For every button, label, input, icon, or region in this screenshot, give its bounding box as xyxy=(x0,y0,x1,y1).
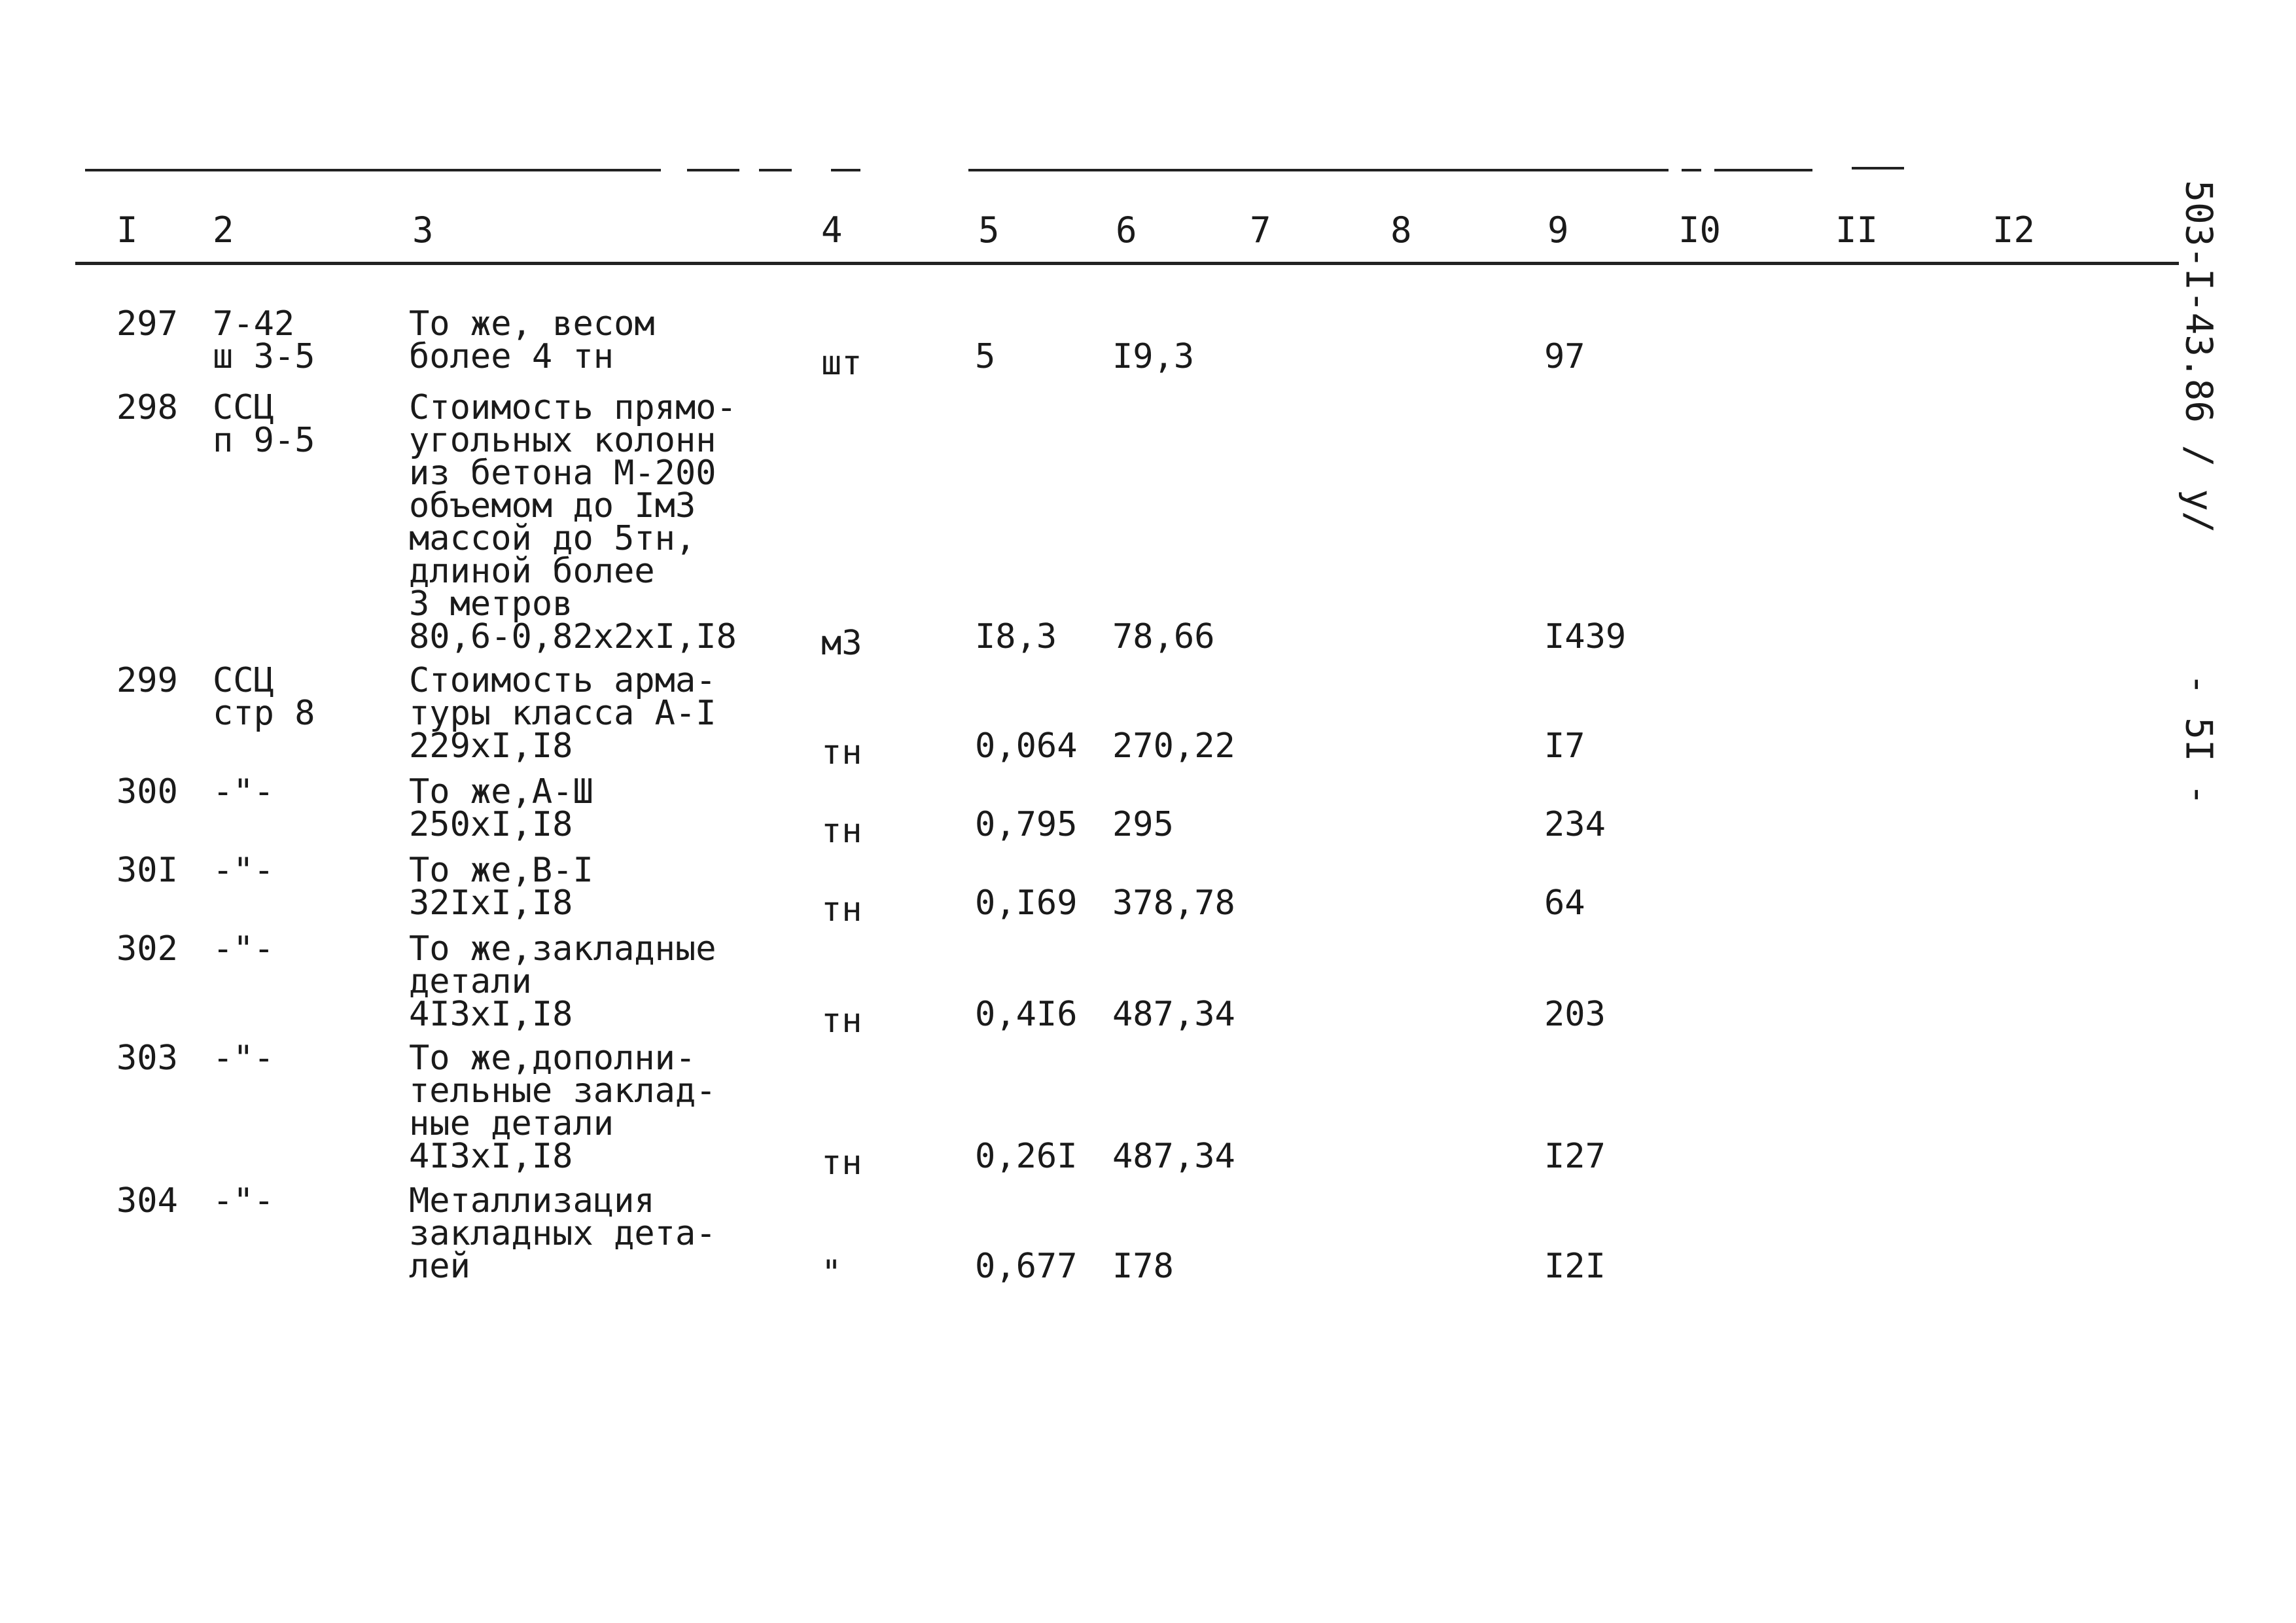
column-header-2: 2 xyxy=(213,209,234,251)
row-unit: м3 xyxy=(821,624,862,663)
row-number: 30I xyxy=(116,851,178,890)
row-unit-price: 78,66 xyxy=(1112,617,1215,656)
row-number: 303 xyxy=(116,1039,178,1078)
row-quantity: I8,3 xyxy=(975,617,1057,656)
row-code-line: п 9-5 xyxy=(213,421,315,460)
column-header-8: 8 xyxy=(1390,209,1412,251)
top-rule xyxy=(1852,167,1904,169)
top-rule xyxy=(687,169,739,171)
row-total: I27 xyxy=(1544,1137,1606,1176)
row-code-line: ССЦ xyxy=(213,661,274,700)
row-unit-price: I78 xyxy=(1112,1247,1174,1286)
row-description xyxy=(409,661,716,766)
top-rule xyxy=(759,169,792,171)
row-unit-price: I9,3 xyxy=(1112,337,1195,376)
row-description-line: ные детали xyxy=(409,1104,614,1143)
row-description-line: туры класса А-I xyxy=(409,694,716,733)
row-description-line: угольных колонн xyxy=(409,421,716,460)
row-description-line: массой до 5тн, xyxy=(409,519,696,558)
row-description-line: 250хI,I8 xyxy=(409,805,573,844)
row-code xyxy=(213,1039,274,1078)
row-description xyxy=(409,1181,716,1286)
row-code-line: 7-42 xyxy=(213,304,295,344)
column-header-1: I xyxy=(116,209,138,251)
row-description-line: из бетона М-200 xyxy=(409,454,716,493)
column-header-11: II xyxy=(1835,209,1879,251)
row-description-line: более 4 тн xyxy=(409,337,614,376)
row-code xyxy=(213,929,274,969)
page-number xyxy=(2166,668,2231,812)
column-header-6: 6 xyxy=(1116,209,1137,251)
row-unit: " xyxy=(821,1253,842,1293)
top-rule xyxy=(85,169,661,171)
row-number: 298 xyxy=(116,388,178,427)
column-header-10: I0 xyxy=(1678,209,1722,251)
column-header-3: 3 xyxy=(412,209,434,251)
row-description-line: То же,А-Ш xyxy=(409,772,593,812)
row-description-line: тельные заклад- xyxy=(409,1071,716,1111)
row-description xyxy=(409,388,737,656)
row-description-line: 4I3хI,I8 xyxy=(409,1137,573,1176)
row-unit: тн xyxy=(821,1143,862,1183)
row-description-line: Стоимость прямо- xyxy=(409,388,737,427)
row-description-line: объемом до Iм3 xyxy=(409,486,696,526)
row-description-line: 3 метров xyxy=(409,584,573,624)
row-description xyxy=(409,772,593,844)
row-code-line: стр 8 xyxy=(213,694,315,733)
row-code-line: -"- xyxy=(213,1181,274,1221)
row-unit: тн xyxy=(821,733,862,772)
page-number-text: - 5I - xyxy=(2177,673,2220,806)
row-total: 234 xyxy=(1544,805,1606,844)
column-header-4: 4 xyxy=(821,209,843,251)
row-description-line: 4I3хI,I8 xyxy=(409,995,573,1034)
top-rule xyxy=(1682,169,1701,171)
row-code xyxy=(213,304,315,376)
row-quantity: 0,26I xyxy=(975,1137,1078,1176)
row-unit: тн xyxy=(821,890,862,929)
header-rule xyxy=(75,262,2179,265)
row-description xyxy=(409,1039,716,1176)
row-unit-price: 378,78 xyxy=(1112,883,1235,923)
row-total: 64 xyxy=(1544,883,1585,923)
row-code-line: -"- xyxy=(213,772,274,812)
top-rule xyxy=(1734,169,1812,171)
row-quantity: 0,064 xyxy=(975,726,1078,766)
row-total: I2I xyxy=(1544,1247,1606,1286)
row-description-line: 32IхI,I8 xyxy=(409,883,573,923)
row-description-line: Металлизация xyxy=(409,1181,655,1221)
row-code-line: ш 3-5 xyxy=(213,337,315,376)
top-rule xyxy=(968,169,1669,171)
row-code-line: ССЦ xyxy=(213,388,274,427)
row-code xyxy=(213,1181,274,1221)
row-code-line: -"- xyxy=(213,1039,274,1078)
row-quantity: 5 xyxy=(975,337,996,376)
row-description-line: закладных дета- xyxy=(409,1214,716,1253)
row-description-line: 80,6-0,82х2хI,I8 xyxy=(409,617,737,656)
row-description-line: То же, весом xyxy=(409,304,655,344)
document-code xyxy=(2166,173,2231,540)
row-code-line: -"- xyxy=(213,929,274,969)
row-description-line: лей xyxy=(409,1247,470,1286)
row-description-line: длиной более xyxy=(409,552,655,591)
column-header-7: 7 xyxy=(1250,209,1271,251)
row-total: I439 xyxy=(1544,617,1627,656)
row-unit: тн xyxy=(821,812,862,851)
row-number: 302 xyxy=(116,929,178,969)
top-rule xyxy=(831,169,860,171)
row-description-line: Стоимость арма- xyxy=(409,661,716,700)
row-description-line: То же,дополни- xyxy=(409,1039,696,1078)
row-number: 299 xyxy=(116,661,178,700)
row-number: 304 xyxy=(116,1181,178,1221)
row-description-line: То же,В-I xyxy=(409,851,593,890)
row-description-line: 229хI,I8 xyxy=(409,726,573,766)
row-description-line: детали xyxy=(409,962,532,1001)
row-code xyxy=(213,851,274,890)
row-quantity: 0,I69 xyxy=(975,883,1078,923)
row-total: 97 xyxy=(1544,337,1585,376)
row-unit: тн xyxy=(821,1001,862,1041)
row-description xyxy=(409,851,593,923)
row-code xyxy=(213,772,274,812)
row-unit-price: 487,34 xyxy=(1112,1137,1235,1176)
row-unit: шт xyxy=(821,344,862,383)
row-quantity: 0,4I6 xyxy=(975,995,1078,1034)
row-number: 297 xyxy=(116,304,178,344)
row-code-line: -"- xyxy=(213,851,274,890)
row-code xyxy=(213,661,315,733)
row-quantity: 0,677 xyxy=(975,1247,1078,1286)
column-header-12: I2 xyxy=(1992,209,2036,251)
row-unit-price: 487,34 xyxy=(1112,995,1235,1034)
column-header-9: 9 xyxy=(1547,209,1569,251)
row-description-line: То же,закладные xyxy=(409,929,716,969)
row-code xyxy=(213,388,315,460)
row-unit-price: 295 xyxy=(1112,805,1174,844)
column-header-5: 5 xyxy=(978,209,1000,251)
row-quantity: 0,795 xyxy=(975,805,1078,844)
row-description xyxy=(409,304,655,376)
row-total: 203 xyxy=(1544,995,1606,1034)
row-number: 300 xyxy=(116,772,178,812)
row-description xyxy=(409,929,716,1034)
document-code-text: 503-I-43.86 / у/ xyxy=(2177,180,2220,533)
row-total: I7 xyxy=(1544,726,1585,766)
row-unit-price: 270,22 xyxy=(1112,726,1235,766)
